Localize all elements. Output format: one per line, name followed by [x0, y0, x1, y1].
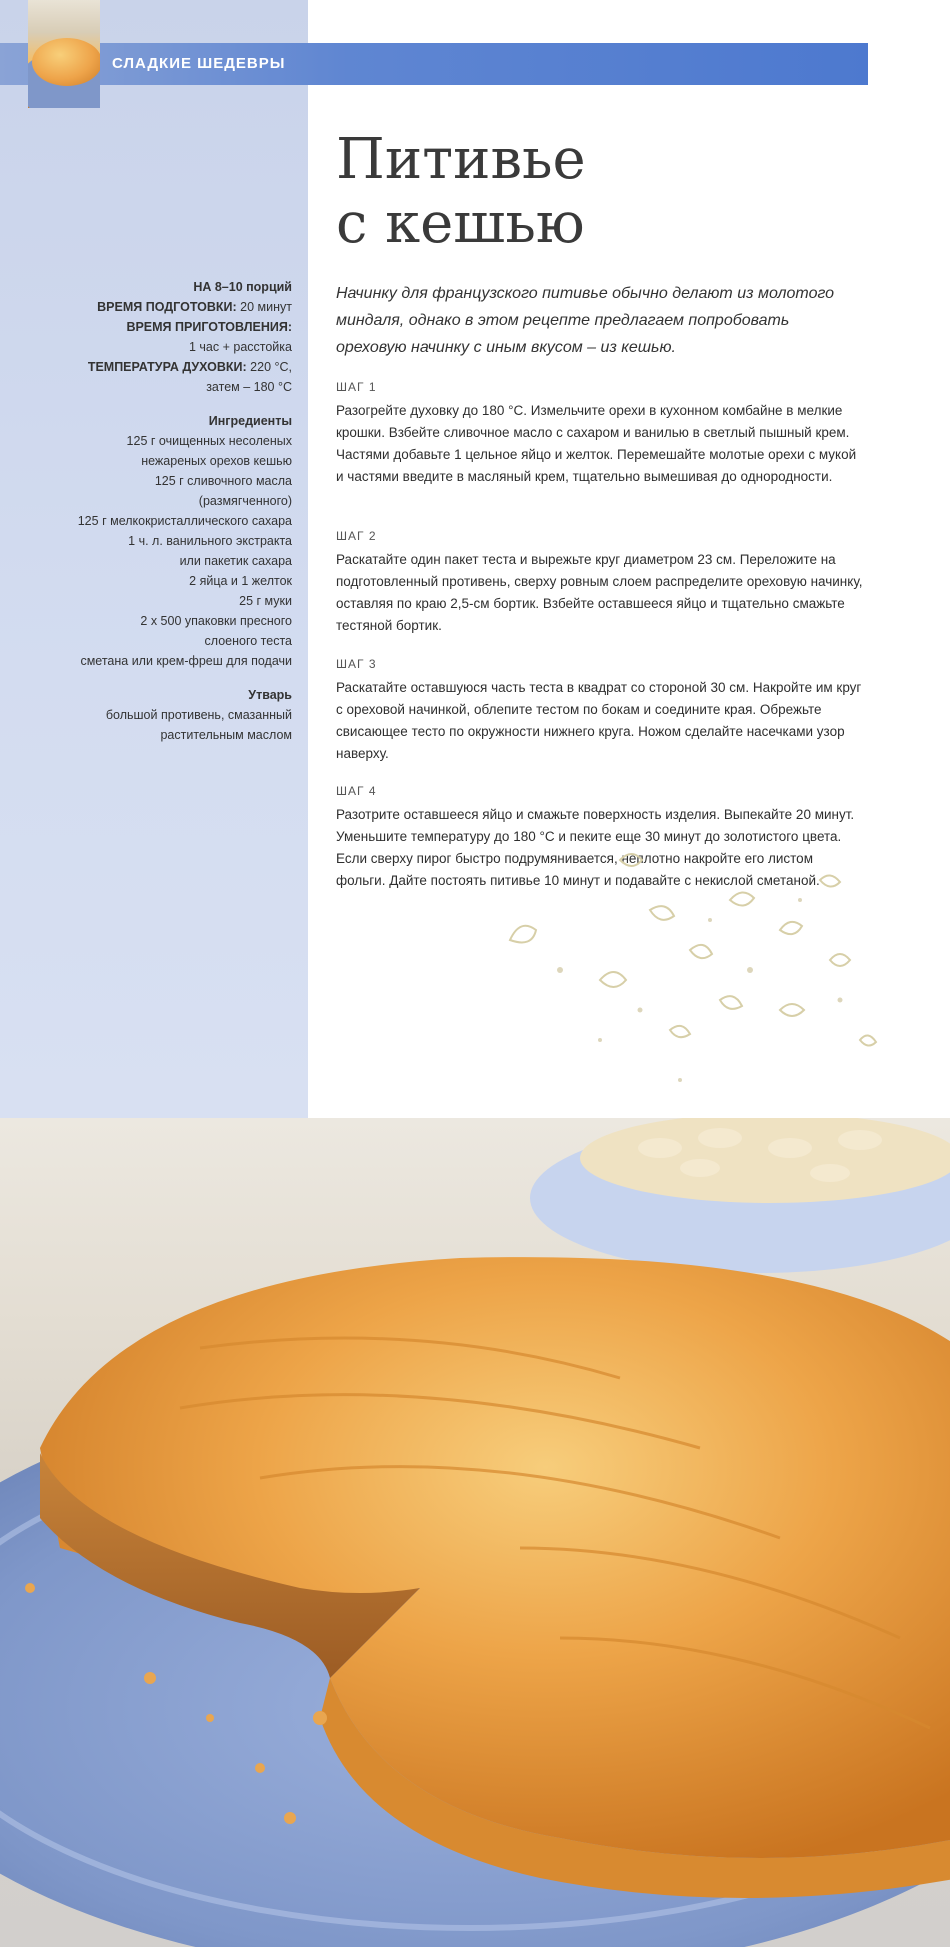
recipe-title	[336, 128, 856, 256]
oven-value: 220 °С,	[250, 360, 292, 374]
tool-line: большой противень, смазанный	[105, 708, 292, 722]
tool-line: растительным маслом	[160, 728, 292, 742]
ingredient-line: 125 г сливочного масла	[154, 474, 292, 488]
tools-heading: Утварь	[248, 688, 292, 702]
ingredient-line: слоеного теста	[204, 634, 292, 648]
section-label: СЛАДКИЕ ШЕДЕВРЫ	[112, 55, 286, 72]
oven-value-2: затем – 180 °С	[206, 380, 292, 394]
ingredient-line: 125 г мелкокристаллического сахара	[77, 514, 292, 528]
step-text: Разотрите оставшееся яйцо и смажьте поверхность изделия. Выпекайте 20 минут. Уменьшите температуру до 180 °С и пеките еще 30 минут до золотистого цвета. Если сверху пирог быстро подрумянивается, неплотно накройте его листом фольги. Дайте постоять питивье 10 минут и подавайте с некислой сметаной.	[336, 807, 855, 888]
pie-photo	[0, 1118, 950, 1947]
ingredient-line: или пакетик сахара	[179, 554, 292, 568]
step-text: Раскатайте один пакет теста и вырежьте круг диаметром 23 см. Переложите на подготовленный противень, сверху ровным слоем распределите ореховую начинку, оставляя по краю 2,5-см бортик. Взбейте оставшееся яйцо и тщательно смажьте тестяной бортик.	[336, 552, 863, 633]
title-line-1: Питивье	[336, 127, 586, 192]
thumbnail-pie	[32, 38, 100, 86]
step-1	[336, 378, 866, 488]
recipe-intro: Начинку для французского питивье обычно делают из молотого миндаля, однако в этом рецепте предлагаем попробовать ореховую начинку с иным вкусом – из кешью.	[336, 285, 835, 356]
step-heading: ШАГ 1	[336, 380, 377, 394]
recipe-meta	[20, 277, 292, 745]
ingredient-line: 25 г муки	[239, 594, 292, 608]
servings: НА 8–10 порций	[193, 280, 292, 294]
prep-label: ВРЕМЯ ПОДГОТОВКИ:	[97, 300, 237, 314]
section-band	[0, 43, 868, 85]
step-2	[336, 527, 866, 637]
ingredient-line: 2 х 500 упаковки пресного	[140, 614, 292, 628]
ingredient-line: 125 г очищенных несоленых	[126, 434, 292, 448]
step-heading: ШАГ 3	[336, 657, 377, 671]
step-text: Раскатайте оставшуюся часть теста в квадрат со стороной 30 см. Накройте им круг с ореховой начинкой, облепите тестом по бокам и соедините края. Обрежьте свисающее тесто по окружности нижнего круга. Ножом сделайте насечками узор наверху.	[336, 680, 862, 761]
step-text: Разогрейте духовку до 180 °С. Измельчите орехи в кухонном комбайне в мелкие крошки. Взбейте сливочное масло с сахаром и ванилью в светлый пышный крем. Частями добавьте 1 цельное яйцо и желток. Перемешайте молотые орехи с мукой и частями введите в масляный крем, тщательно вымешивая до однородности.	[336, 403, 857, 484]
prep-value: 20 минут	[240, 300, 292, 314]
cook-value: 1 час + расстойка	[188, 340, 292, 354]
ingredient-line: сметана или крем-фреш для подачи	[80, 654, 292, 668]
ingredient-line: нежареных орехов кешью	[141, 454, 292, 468]
step-3	[336, 655, 866, 765]
step-heading: ШАГ 4	[336, 784, 377, 798]
pie-photo-illustration	[0, 1118, 950, 1947]
cook-label: ВРЕМЯ ПРИГОТОВЛЕНИЯ:	[126, 320, 292, 334]
ingredient-line: 1 ч. л. ванильного экстракта	[128, 534, 292, 548]
step-heading: ШАГ 2	[336, 529, 377, 543]
title-line-2: с кешью	[336, 191, 585, 256]
ingredient-line: 2 яйца и 1 желток	[189, 574, 292, 588]
pie-thumbnail	[28, 0, 100, 108]
oven-label: ТЕМПЕРАТУРА ДУХОВКИ:	[87, 360, 247, 374]
cashew-decoration	[480, 780, 900, 1120]
ingredients-heading: Ингредиенты	[208, 414, 292, 428]
ingredient-line: (размягченного)	[198, 494, 292, 508]
